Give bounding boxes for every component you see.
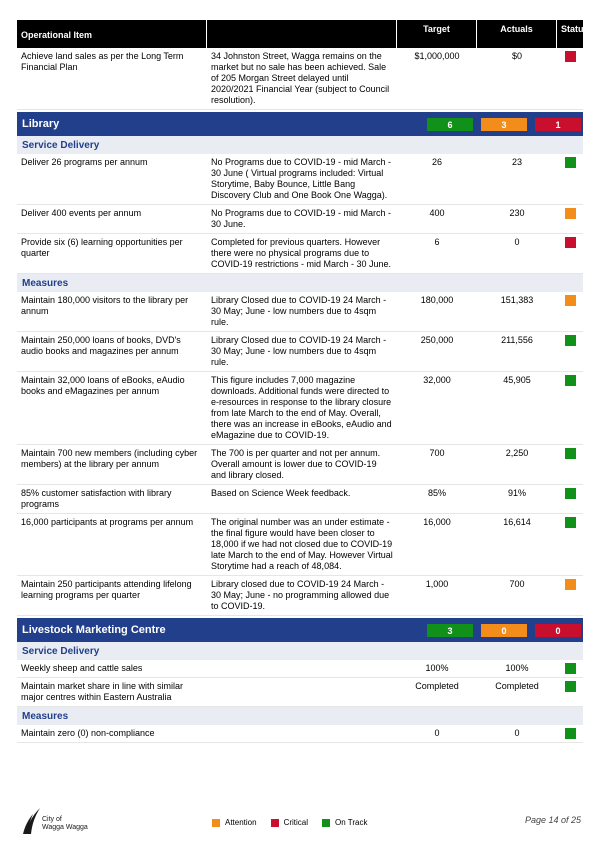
actual-value: 16,614 xyxy=(503,517,531,527)
comment: Based on Science Week feedback. xyxy=(211,488,351,498)
status-cell xyxy=(557,332,583,371)
legend-swatch-green xyxy=(322,819,330,827)
status-cell xyxy=(557,48,583,109)
header-status: Status xyxy=(561,24,589,34)
status-indicator-green xyxy=(565,681,576,692)
subsection-header: Measures xyxy=(17,707,583,725)
actual-value: 0 xyxy=(514,728,520,738)
logo-text xyxy=(42,816,88,832)
target-value: 26 xyxy=(431,157,442,167)
actual-value: 91% xyxy=(507,488,526,498)
section-header xyxy=(17,618,583,642)
status-cell xyxy=(557,576,583,615)
comment xyxy=(207,725,397,742)
count-orange: 0 xyxy=(481,624,527,637)
operational-item: Maintain 250 participants attending lifelong learning programs per quarter xyxy=(21,579,192,600)
table-header xyxy=(17,20,589,48)
count-green: 6 xyxy=(427,118,473,131)
section-title: Library xyxy=(22,118,60,130)
table-row xyxy=(17,372,583,445)
status-cell xyxy=(557,372,583,444)
logo-line-2: Wagga Wagga xyxy=(42,824,88,831)
target-value: $1,000,000 xyxy=(414,51,460,61)
comment: Library closed due to COVID-19 24 March - 30 May; June - no programming allowed due to COVID-19. xyxy=(211,579,390,611)
legend-swatch-orange xyxy=(212,819,220,827)
legend-label: On Track xyxy=(335,818,368,827)
actual-value: 230 xyxy=(509,208,525,218)
status-indicator-green xyxy=(565,448,576,459)
table-row xyxy=(17,678,583,707)
table-row xyxy=(17,332,583,372)
actual-value: 45,905 xyxy=(503,375,531,385)
status-indicator-green xyxy=(565,335,576,346)
city-logo-icon xyxy=(22,806,44,836)
status-cell xyxy=(557,725,583,742)
operational-item: Maintain 32,000 loans of eBooks, eAudio books and eMagazines per annum xyxy=(21,375,185,396)
table-row xyxy=(17,576,583,616)
status-indicator-green xyxy=(565,728,576,739)
count-green: 3 xyxy=(427,624,473,637)
status-indicator-red xyxy=(565,51,576,62)
target-value: 250,000 xyxy=(420,335,454,345)
subsection-header: Service Delivery xyxy=(17,136,583,154)
report-table xyxy=(17,20,589,743)
header-target: Target xyxy=(397,20,477,48)
operational-item: Provide six (6) learning opportunities per quarter xyxy=(21,237,183,258)
target-value: 0 xyxy=(434,728,440,738)
actual-value: 700 xyxy=(509,579,525,589)
target-value: 6 xyxy=(434,237,440,247)
comment xyxy=(207,660,397,677)
status-legend xyxy=(212,818,367,827)
legend-item xyxy=(322,818,367,827)
actual-value: 23 xyxy=(511,157,522,167)
status-cell xyxy=(557,292,583,331)
status-indicator-red xyxy=(565,237,576,248)
table-row xyxy=(17,485,583,514)
count-red: 1 xyxy=(535,118,581,131)
table-row xyxy=(17,445,583,485)
count-red: 0 xyxy=(535,624,581,637)
status-counts xyxy=(427,118,581,131)
comment: No Programs due to COVID-19 - mid March - 30 June ( Virtual programs included: Virtual Storytime, Baby Bounce, Little Bang Discovery Club and One Book One Wagga). xyxy=(211,157,392,200)
status-indicator-green xyxy=(565,663,576,674)
operational-item: 16,000 participants at programs per annum xyxy=(21,517,194,527)
page-number: Page 14 of 25 xyxy=(524,815,581,825)
comment xyxy=(207,678,397,706)
subsection-header: Service Delivery xyxy=(17,642,583,660)
comment: Library Closed due to COVID-19 24 March - 30 May; June - low numbers due to 4sqm rule. xyxy=(211,295,387,327)
status-cell xyxy=(557,678,583,706)
legend-label: Critical xyxy=(283,818,309,827)
target-value: 85% xyxy=(427,488,446,498)
status-counts xyxy=(427,624,581,637)
header-actuals: Actuals xyxy=(477,20,557,48)
actual-value: Completed xyxy=(495,681,539,691)
actual-value: $0 xyxy=(511,51,522,61)
table-row xyxy=(17,48,583,110)
target-value: 1,000 xyxy=(425,579,449,589)
operational-item: Deliver 400 events per annum xyxy=(21,208,142,218)
table-row xyxy=(17,725,583,743)
target-value: 100% xyxy=(425,663,449,673)
comment: Library Closed due to COVID-19 24 March - 30 May; June - low numbers due to 4sqm rule. xyxy=(211,335,387,367)
legend-item xyxy=(271,818,308,827)
actual-value: 211,556 xyxy=(501,335,533,345)
legend-item xyxy=(212,818,257,827)
target-value: 700 xyxy=(429,448,445,458)
status-indicator-orange xyxy=(565,579,576,590)
subsection-header: Measures xyxy=(17,274,583,292)
legend-label: Attention xyxy=(225,818,257,827)
status-indicator-green xyxy=(565,517,576,528)
operational-item: Deliver 26 programs per annum xyxy=(21,157,148,167)
logo-line-1: City of xyxy=(42,816,62,823)
actual-value: 0 xyxy=(514,237,520,247)
header-comment xyxy=(207,20,397,48)
count-orange: 3 xyxy=(481,118,527,131)
status-cell xyxy=(557,234,583,273)
section-header xyxy=(17,112,583,136)
status-indicator-orange xyxy=(565,295,576,306)
comment: No Programs due to COVID-19 - mid March - 30 June. xyxy=(211,208,392,229)
operational-item: Maintain 250,000 loans of books, DVD's audio books and magazines per annum xyxy=(21,335,181,356)
operational-item: Achieve land sales as per the Long Term Financial Plan xyxy=(21,51,184,72)
target-value: 32,000 xyxy=(423,375,451,385)
actual-value: 100% xyxy=(505,663,529,673)
table-row xyxy=(17,660,583,678)
comment: 34 Johnston Street, Wagga remains on the market but no sale has been achieved. Sale of 205 Morgan Street delayed until 2020/2021 Financial Year (subject to Council resolution). xyxy=(211,51,390,105)
comment: The 700 is per quarter and not per annum. Overall amount is lower due to COVID-19 and library closed. xyxy=(211,448,381,480)
actual-value: 151,383 xyxy=(500,295,534,305)
table-row xyxy=(17,234,583,274)
status-indicator-green xyxy=(565,157,576,168)
table-row xyxy=(17,205,583,234)
status-indicator-green xyxy=(565,375,576,386)
table-row xyxy=(17,154,583,205)
section-title: Livestock Marketing Centre xyxy=(22,624,166,636)
target-value: 400 xyxy=(429,208,445,218)
table-row xyxy=(17,514,583,576)
header-operational-item: Operational Item xyxy=(17,20,207,48)
status-cell xyxy=(557,445,583,484)
operational-item: Weekly sheep and cattle sales xyxy=(21,663,143,673)
status-cell xyxy=(557,205,583,233)
table-body xyxy=(17,48,583,743)
legend-swatch-red xyxy=(271,819,279,827)
comment: This figure includes 7,000 magazine downloads. Additional funds were directed to e-resources in response to the library closure from late March to the end of May. Overall, there was an increase in eBooks, eAudio and eMagazine due to COVID-19. xyxy=(211,375,392,440)
actual-value: 2,250 xyxy=(505,448,529,458)
status-cell xyxy=(557,485,583,513)
operational-item: 85% customer satisfaction with library programs xyxy=(21,488,172,509)
status-cell xyxy=(557,154,583,204)
status-indicator-orange xyxy=(565,208,576,219)
operational-item: Maintain 700 new members (including cyber members) at the library per annum xyxy=(21,448,198,469)
status-cell xyxy=(557,514,583,575)
target-value: 180,000 xyxy=(420,295,454,305)
operational-item: Maintain zero (0) non-compliance xyxy=(21,728,155,738)
operational-item: Maintain 180,000 visitors to the library per annum xyxy=(21,295,189,316)
status-cell xyxy=(557,660,583,677)
page-footer xyxy=(0,802,599,847)
comment: The original number was an under estimate - the final figure would have been closer to 18,000 if we had not closed due to COVID-19 late March to the end of May. However Virtual Storytime had a reach of 48,084. xyxy=(211,517,393,571)
status-indicator-green xyxy=(565,488,576,499)
target-value: 16,000 xyxy=(423,517,451,527)
operational-item: Maintain market share in line with similar major centres within Eastern Australia xyxy=(21,681,184,702)
comment: Completed for previous quarters. However there were no physical programs due to COVID-19 restrictions - mid March - 30 June. xyxy=(211,237,392,269)
table-row xyxy=(17,292,583,332)
target-value: Completed xyxy=(415,681,459,691)
